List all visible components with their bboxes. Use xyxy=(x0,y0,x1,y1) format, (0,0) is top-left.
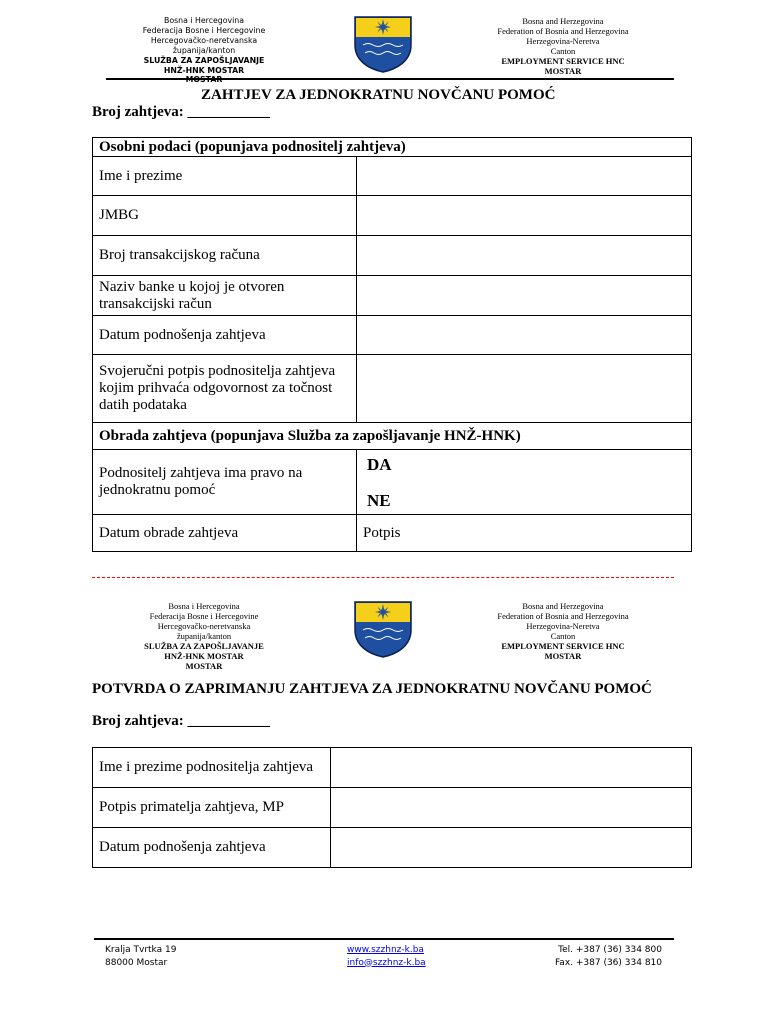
field-input-bank[interactable] xyxy=(357,276,692,316)
field-label-signature-official[interactable]: Potpis xyxy=(357,515,692,552)
field-label-account: Broj transakcijskog računa xyxy=(93,236,357,276)
header-right-line: Canton xyxy=(550,631,576,641)
header-right-line: Herzegovina-Neretva xyxy=(526,36,600,46)
footer-links xyxy=(347,944,426,969)
request-form-table xyxy=(92,137,692,552)
header-left-service2: HNŽ-HNK MOSTAR xyxy=(164,651,244,661)
header-left-line: Bosna i Hercegovina xyxy=(163,16,245,25)
field-label-applicant-name: Ime i prezime podnositelja zahtjeva xyxy=(93,748,331,788)
header-right-line: Bosna and Herzegovina xyxy=(522,601,604,611)
footer-address xyxy=(105,944,176,969)
field-label-entitlement: Podnositelj zahtjeva ima pravo na jednokratnu pomoć xyxy=(93,450,357,515)
header-left-line: županija/kanton xyxy=(176,631,232,641)
header-left-line: Federacija Bosne i Hercegovine xyxy=(142,26,266,35)
receipt-form-table xyxy=(92,747,692,868)
header-right-city: MOSTAR xyxy=(544,66,582,76)
field-input-signature[interactable] xyxy=(357,355,692,423)
field-input-submission-date[interactable] xyxy=(331,828,692,868)
field-label-processing-date[interactable]: Datum obrade zahtjeva xyxy=(93,515,357,552)
receipt-title: POTVRDA O ZAPRIMANJU ZAHTJEVA ZA JEDNOKRATNU NOVČANU POMOĆ xyxy=(92,681,652,697)
field-input-applicant-name[interactable] xyxy=(331,748,692,788)
request-number-field[interactable]: Broj zahtjeva: ___________ xyxy=(92,104,271,120)
header-left-block xyxy=(124,601,284,671)
header-left-line: Hercegovačko-neretvanska xyxy=(150,36,258,45)
header-right-block xyxy=(478,16,648,76)
header-left-block xyxy=(124,16,284,83)
header-right-city: MOSTAR xyxy=(544,651,582,661)
website-link[interactable]: www.szzhnz-k.ba xyxy=(347,945,424,955)
header-left-line: Hercegovačko-neretvanska xyxy=(157,621,251,631)
header-right-line: Federation of Bosnia and Herzegovina xyxy=(497,611,629,621)
header-right-service: EMPLOYMENT SERVICE HNC xyxy=(501,56,625,66)
header-left-service2: HNŽ-HNK MOSTAR xyxy=(163,66,245,75)
header-right-service: EMPLOYMENT SERVICE HNC xyxy=(501,641,625,651)
field-input-jmbg[interactable] xyxy=(357,196,692,236)
header-right-line: Federation of Bosnia and Herzegovina xyxy=(497,26,629,36)
header-left-line: županija/kanton xyxy=(172,46,236,55)
field-input-receiver-signature[interactable] xyxy=(331,788,692,828)
field-label-submission-date: Datum podnošenja zahtjeva xyxy=(93,828,331,868)
header-left-service: SLUŽBA ZA ZAPOŠLJAVANJE xyxy=(144,641,264,651)
email-link[interactable]: info@szzhnz-k.ba xyxy=(347,957,426,968)
header-right-line: Herzegovina-Neretva xyxy=(526,621,600,631)
coat-of-arms-icon xyxy=(353,15,413,78)
option-yes[interactable]: DA xyxy=(367,454,392,474)
field-label-submission-date: Datum podnošenja zahtjeva xyxy=(93,316,357,355)
footer-fax: Fax. +387 (36) 334 810 xyxy=(554,957,662,968)
cut-line xyxy=(92,577,674,578)
header-right-line: Bosna and Herzegovina xyxy=(522,16,604,26)
field-label-jmbg: JMBG xyxy=(93,196,357,236)
footer-address-line: 88000 Mostar xyxy=(105,957,168,968)
field-input-account[interactable] xyxy=(357,236,692,276)
section-personal-data: Osobni podaci (popunjava podnositelj zahtjeva) xyxy=(93,138,692,157)
field-label-name: Ime i prezime xyxy=(93,157,357,196)
header-left-line: Bosna i Hercegovina xyxy=(168,601,240,611)
footer-address-line: Kralja Tvrtka 19 xyxy=(105,945,177,955)
field-input-name[interactable] xyxy=(357,157,692,196)
section-processing: Obrada zahtjeva (popunjava Služba za zapošljavanje HNŽ-HNK) xyxy=(93,423,692,450)
footer-phone: Tel. +387 (36) 334 800 xyxy=(558,945,662,955)
form-title: ZAHTJEV ZA JEDNOKRATNU NOVČANU POMOĆ xyxy=(201,87,556,103)
entitlement-options xyxy=(357,450,692,515)
field-label-signature: Svojeručni potpis podnositelja zahtjeva kojim prihvaća odgovornost za točnost datih podataka xyxy=(93,355,357,423)
field-label-bank: Naziv banke u kojoj je otvoren transakcijski račun xyxy=(93,276,357,316)
option-no[interactable]: NE xyxy=(367,490,391,510)
request-number-field[interactable]: Broj zahtjeva: ___________ xyxy=(92,713,271,729)
footer-divider xyxy=(94,938,674,940)
field-label-receiver-signature: Potpis primatelja zahtjeva, MP xyxy=(93,788,331,828)
header-left-line: Federacija Bosne i Hercegovine xyxy=(149,611,259,621)
header-divider xyxy=(106,78,674,80)
header-left-service: SLUŽBA ZA ZAPOŠLJAVANJE xyxy=(143,56,265,65)
header-left-city: MOSTAR xyxy=(185,661,223,671)
header-right-block xyxy=(478,601,648,661)
coat-of-arms-icon xyxy=(353,600,413,663)
footer-contact xyxy=(540,944,662,969)
header-right-line: Canton xyxy=(550,46,576,56)
field-input-submission-date[interactable] xyxy=(357,316,692,355)
